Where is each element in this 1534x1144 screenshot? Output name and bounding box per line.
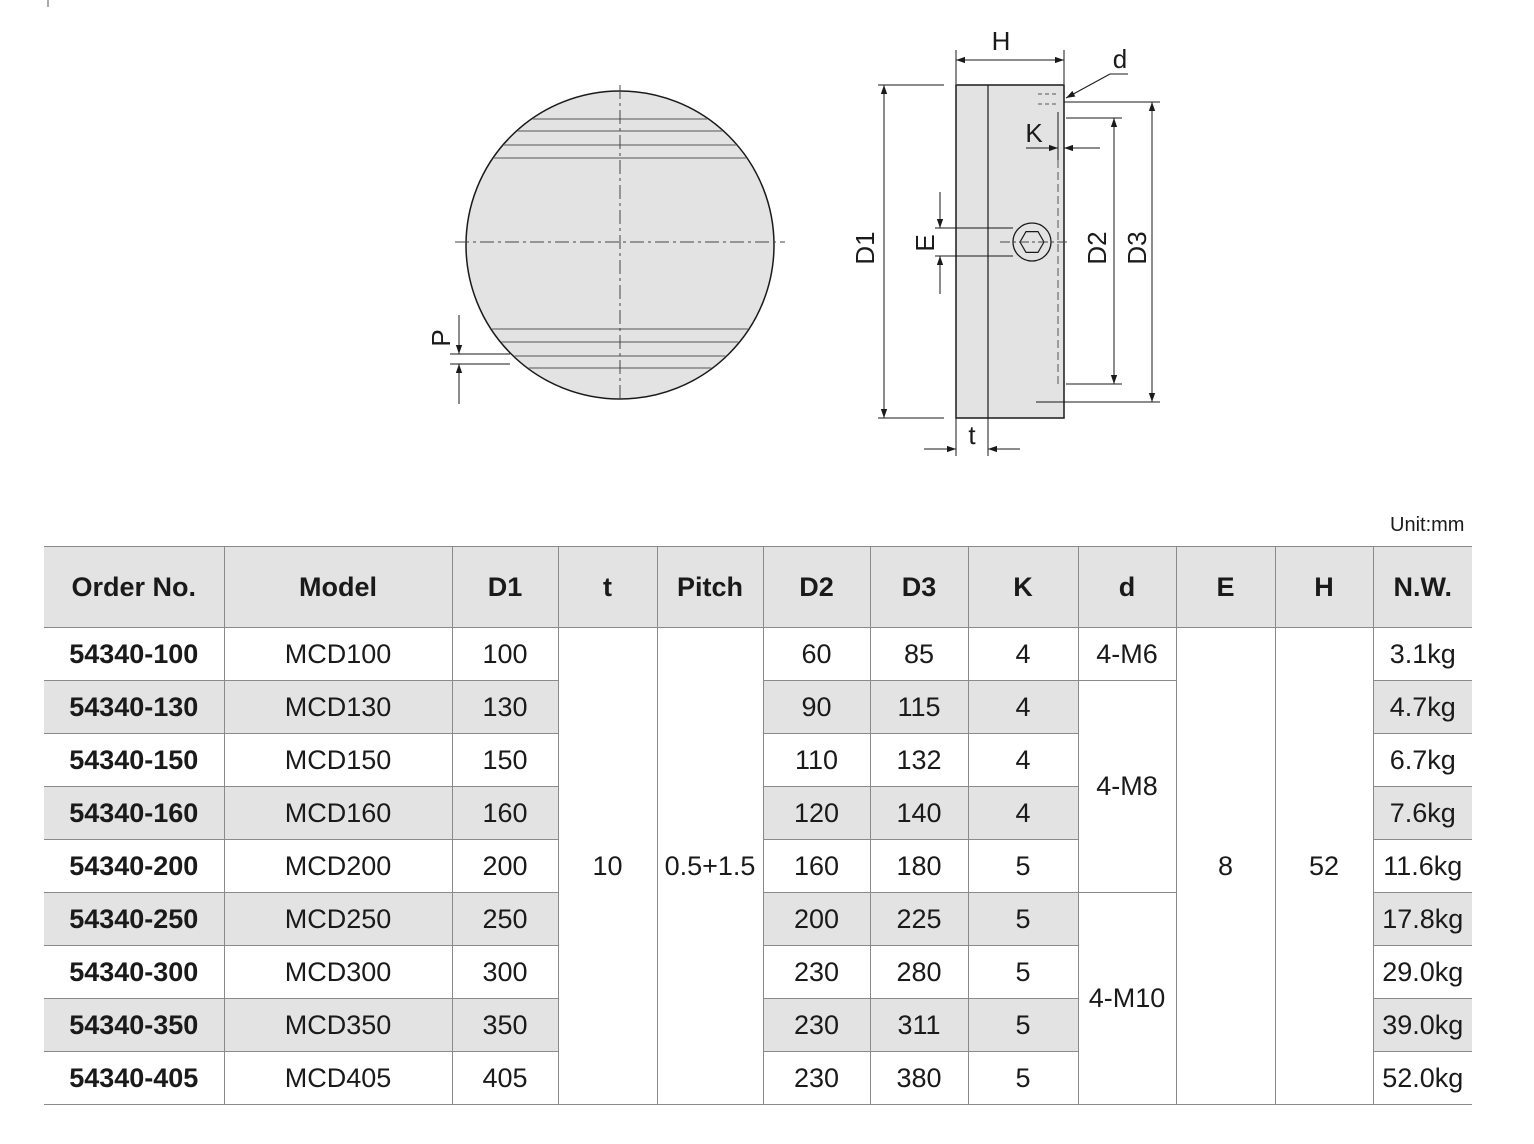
cell-order-no: 54340-130 (44, 681, 224, 734)
cell-d1: 200 (452, 840, 558, 893)
cell-model: MCD160 (224, 787, 452, 840)
cell-nw: 7.6kg (1373, 787, 1472, 840)
cell-order-no: 54340-405 (44, 1052, 224, 1105)
cell-d1: 350 (452, 999, 558, 1052)
cell-d2: 230 (763, 1052, 870, 1105)
header-k: K (968, 547, 1078, 628)
header-d1: D1 (452, 547, 558, 628)
cell-nw: 52.0kg (1373, 1052, 1472, 1105)
cell-d2: 60 (763, 628, 870, 681)
side-view (850, 26, 1160, 456)
label-d3: D3 (1122, 231, 1152, 265)
cell-t-merged: 10 (558, 628, 657, 1105)
cell-d1: 150 (452, 734, 558, 787)
cell-d1: 160 (452, 787, 558, 840)
cell-d-m6: 4-M6 (1078, 628, 1176, 681)
header-nw: N.W. (1373, 547, 1472, 628)
cell-nw: 11.6kg (1373, 840, 1472, 893)
cell-nw: 29.0kg (1373, 946, 1472, 999)
unit-label: Unit:mm (1390, 514, 1465, 536)
spec-table (44, 546, 1472, 1105)
cell-model: MCD100 (224, 628, 452, 681)
cell-order-no: 54340-160 (44, 787, 224, 840)
cell-d2: 90 (763, 681, 870, 734)
cell-d2: 160 (763, 840, 870, 893)
cell-d3: 115 (870, 681, 968, 734)
cell-nw: 4.7kg (1373, 681, 1472, 734)
cell-order-no: 54340-250 (44, 893, 224, 946)
cell-order-no: 54340-300 (44, 946, 224, 999)
cell-d-m10: 4-M10 (1078, 893, 1176, 1105)
cell-k: 4 (968, 628, 1078, 681)
header-order-no: Order No. (44, 547, 224, 628)
cell-nw: 6.7kg (1373, 734, 1472, 787)
cell-model: MCD405 (224, 1052, 452, 1105)
cell-d3: 311 (870, 999, 968, 1052)
cell-d3: 132 (870, 734, 968, 787)
cell-d3: 180 (870, 840, 968, 893)
cell-d2: 110 (763, 734, 870, 787)
header-pitch: Pitch (657, 547, 763, 628)
cell-model: MCD200 (224, 840, 452, 893)
cell-order-no: 54340-350 (44, 999, 224, 1052)
cell-d3: 140 (870, 787, 968, 840)
cell-nw: 17.8kg (1373, 893, 1472, 946)
header-d3: D3 (870, 547, 968, 628)
cell-pitch-merged: 0.5+1.5 (657, 628, 763, 1105)
header-h: H (1275, 547, 1373, 628)
cell-e-merged: 8 (1176, 628, 1275, 1105)
cell-order-no: 54340-200 (44, 840, 224, 893)
cell-d1: 300 (452, 946, 558, 999)
cell-d3: 280 (870, 946, 968, 999)
cell-model: MCD300 (224, 946, 452, 999)
cell-d1: 405 (452, 1052, 558, 1105)
cell-d2: 230 (763, 999, 870, 1052)
table-row (44, 628, 1472, 681)
cell-model: MCD250 (224, 893, 452, 946)
cell-h-merged: 52 (1275, 628, 1373, 1105)
header-d: d (1078, 547, 1176, 628)
cell-model: MCD150 (224, 734, 452, 787)
cell-k: 5 (968, 999, 1078, 1052)
label-t: t (968, 420, 976, 450)
cell-d2: 200 (763, 893, 870, 946)
label-k: K (1025, 118, 1043, 148)
cell-model: MCD350 (224, 999, 452, 1052)
cell-d1: 130 (452, 681, 558, 734)
header-e: E (1176, 547, 1275, 628)
label-p: P (426, 329, 456, 347)
cell-d2: 120 (763, 787, 870, 840)
cell-k: 4 (968, 681, 1078, 734)
label-e: E (910, 234, 940, 252)
cell-k: 5 (968, 1052, 1078, 1105)
cell-order-no: 54340-150 (44, 734, 224, 787)
cell-k: 5 (968, 946, 1078, 999)
label-d1: D1 (850, 231, 880, 265)
cell-nw: 39.0kg (1373, 999, 1472, 1052)
cell-d1: 250 (452, 893, 558, 946)
cell-model: MCD130 (224, 681, 452, 734)
cell-k: 4 (968, 787, 1078, 840)
cell-d3: 225 (870, 893, 968, 946)
cell-order-no: 54340-100 (44, 628, 224, 681)
label-h: H (991, 26, 1011, 56)
cell-d3: 380 (870, 1052, 968, 1105)
cell-d2: 230 (763, 946, 870, 999)
cell-d-m8: 4-M8 (1078, 681, 1176, 893)
label-d: d (1112, 44, 1128, 74)
technical-drawing (0, 0, 1534, 520)
header-model: Model (224, 547, 452, 628)
label-d2: D2 (1082, 231, 1112, 265)
cell-d3: 85 (870, 628, 968, 681)
front-view (426, 85, 785, 404)
cell-d1: 100 (452, 628, 558, 681)
cell-nw: 3.1kg (1373, 628, 1472, 681)
cell-k: 5 (968, 893, 1078, 946)
header-d2: D2 (763, 547, 870, 628)
header-row (44, 547, 1472, 628)
cell-k: 5 (968, 840, 1078, 893)
header-t: t (558, 547, 657, 628)
cell-k: 4 (968, 734, 1078, 787)
